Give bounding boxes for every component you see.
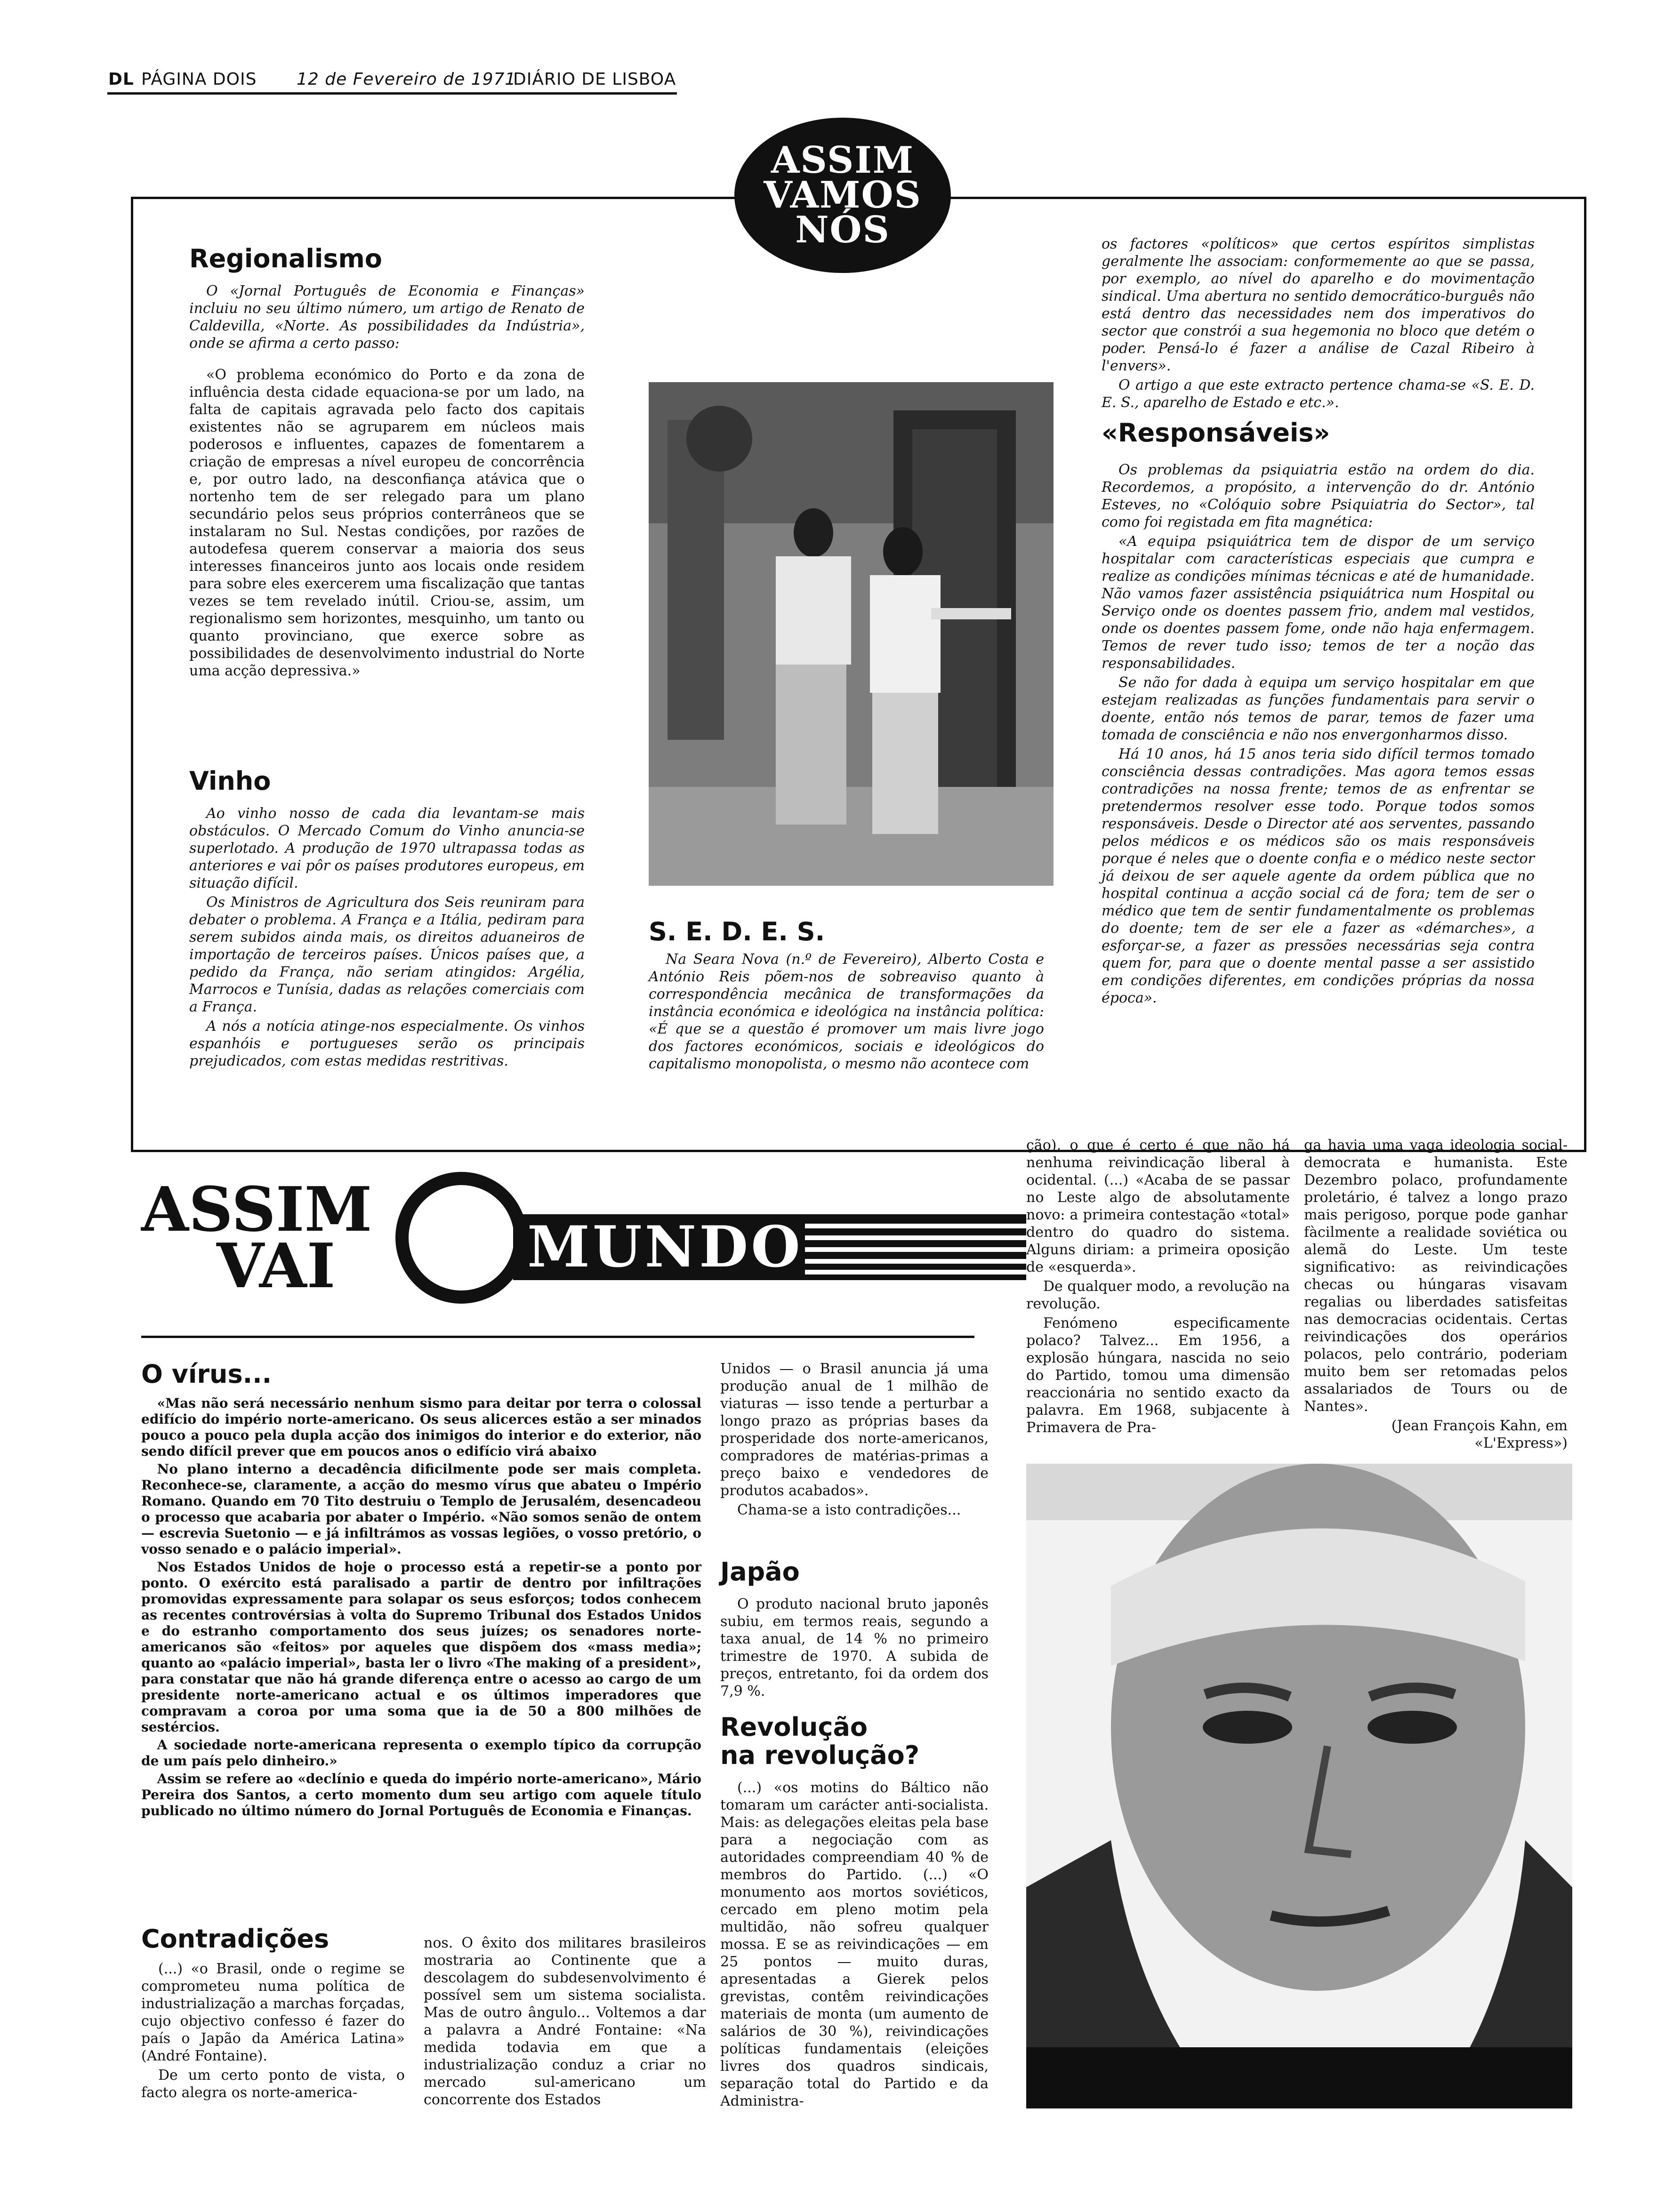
sedes-continuation: os factores «políticos» que certos espíritos simplistas geralmente lhe associam: conformemente ao que se passa, por exemplo, ao nível do aparelho e do movimentação sindical. Uma abertura no sentido democrático-burguês não está dentro das necessidades nem dos imperativos do sector que constrói a sua hegemonia no bloco que detém o poder. Pensá-lo é fazer a análise de Cazal Ribeiro à l'envers». O artigo a que este extracto pertence chama-se «S. E. D. E. S., aparelho de Estado e etc.».	[1102, 236, 1535, 411]
responsaveis-heading: «Responsáveis»	[1102, 418, 1330, 448]
banner-assim: ASSIM	[141, 1173, 372, 1245]
masthead-logo: DL	[108, 70, 134, 89]
man-portrait-image	[1026, 1464, 1572, 2108]
contradicoes-col1: (...) «o Brasil, onde o regime se comprometeu numa política de industrialização a marchas forçadas, cujo objectivo confesso é fazer do país o Japão da América Latina» (André Fontaine). De um certo ponto de vista, o facto alegra os norte-america-	[141, 1961, 405, 2101]
revolucao-col3: ga havia uma vaga ideologia social-democrata e humanista. Este Dezembro polaco, profundamente proletário, é talvez a longo prazo mais perigoso, porque pode ganhar fàcilmente a realidade soviética ou alemã do Leste. Um teste significativo: as reivindicações checas ou húngaras visavam regalias ou liberdades satisfeitas nas democracias ocidentais. Certas reivindicações dos operários polacos, pelo contrário, poderiam muito bem ser retomadas pelos assalariados de Tours ou de Nantes». (Jean François Kahn, em «L'Express»)	[1304, 1137, 1568, 1451]
factory-workers-photo	[649, 382, 1054, 886]
masthead-paper: DIÁRIO DE LISBOA	[513, 70, 676, 89]
contradicoes-col3: Unidos — o Brasil anuncia já uma produção anual de 1 milhão de viaturas — isso tende a perturbar a longo prazo as próprias bases da prosperidade dos norte-americanos, compradores de matérias-primas a preço baixo e vendedores de produtos acabados». Chama-se a isto contradições...	[720, 1361, 989, 1518]
banner-vai: VAI	[217, 1230, 336, 1302]
badge-line-3: NÓS	[795, 208, 890, 251]
revolucao-body: (...) «os motins do Báltico não tomaram um carácter anti-socialista. Mais: as delegações eleitas pela base para a negociação com as autoridades compreendiam 40 % de membros do Partido. (...) «O monumento aos mortos soviéticos, cercado em pleno motim pela multidão, não sofreu qualquer mossa. E se as reivindicações — em 25 pontos — muito duras, apresentadas a Gierek pelos grevistas, contêm reivindicações materiais de monta (um aumento de salários de 30 %), reivindicações políticas fundamentais (eleições livres dos quadros sindicais, separação total do Partido e da Administra-	[720, 1779, 989, 2109]
revolucao-heading-line1: Revolução	[720, 1712, 868, 1742]
assim-vamos-nos-badge	[734, 118, 951, 273]
badge-line-1: ASSIM	[771, 139, 915, 182]
top-box-rule-left	[131, 197, 729, 199]
sedes-body: Na Seara Nova (n.º de Fevereiro), Alberto Costa e António Reis põem-nos de sobreaviso quanto à correspondência mecânica de transformações da instância económica e ideológica na instância política: «É que se a questão é promover um mais livre jogo dos factores económicos, sociais e ideológicos do capitalismo monopolista, o mesmo não acontece com	[649, 951, 1044, 1072]
regionalismo-intro: O «Jornal Português de Economia e Finanças» incluiu no seu último número, um artigo de Renato de Caldevilla, «Norte. As possibilidades da Indústria», onde se afirma a certo passo:	[189, 283, 585, 352]
banner-mundo: MUNDO	[527, 1214, 803, 1280]
portrait-photo	[1026, 1464, 1572, 2108]
vinho-body: Ao vinho nosso de cada dia levantam-se mais obstáculos. O Mercado Comum do Vinho anuncia-se superlotado. A produção de 1970 ultrapassa todas as anteriores e vai pôr os países produtores europeus, em situação difícil. Os Ministros de Agricultura dos Seis reuniram para debater o problema. A França e a Itália, pediram para serem subidos ainda mais, os direitos aduaneiros de importação de terceiros países. Únicos países que, a pedido da França, não seriam atingidos: Argélia, Marrocos e Tunísia, dadas as relações comerciais com a França. A nós a notícia atinge-nos especialmente. Os vinhos espanhóis e portugueses serão os principais prejudicados, com estas medidas restritivas.	[189, 805, 585, 1069]
revolucao-heading-line2: na revolução?	[720, 1740, 920, 1770]
virus-heading: O vírus...	[141, 1359, 272, 1389]
revolucao-credit: (Jean François Kahn, em «L'Express»)	[1391, 1418, 1568, 1451]
banner-underline	[141, 1336, 974, 1338]
regionalismo-heading: Regionalismo	[189, 244, 382, 273]
responsaveis-body: Os problemas da psiquiatria estão na ordem do dia. Recordemos, a propósito, a intervenção do dr. António Esteves, no «Colóquio sobre Psiquiatria do Sector», tal como foi registada em fita magnética: «A equipa psiquiátrica tem de dispor de um serviço hospitalar com características especiais que cumpra e realize as condições mínimas técnicas e até de humanidade. Não vamos fazer assistência psiquiátrica num Hospital ou Serviço onde os doentes passem frio, andem mal vestidos, onde os doentes passem fome, onde não haja enfermagem. Temos de rever tudo isso; temos de ter a noção das responsabilidades. Se não for dada à equipa um serviço hospitalar em que estejam realizadas as funções fundamentais para servir o doente, então nós temos de parar, temos de fazer uma tomada de consciência e não nos envergonharmos disso. Há 10 anos, há 15 anos teria sido difícil termos tomado consciência dessas contradições. Mas agora temos essas contradições na nossa frente; temos de as enfrentar se pretendermos resolver esse todo. Porque todos somos responsáveis. Desde o Director até aos serventes, passando pelos médicos e os médicos são os mais responsáveis porque é neles que o doente confia e o médico neste sector já deixou de ser aquele agente da ordem pública que no hospital continua a acção social cá de fora; tem de ser o médico que tem de sentir fundamentalmente os problemas do doente; tem de ser ele a fazer as «démarches», a esforçar-se, a fazer as pressões necessárias seja contra quem for, para que o doente mental passe a ser assistido em condições diferentes, em condições próprias da nossa época».	[1102, 462, 1535, 1006]
sedes-heading: S. E. D. E. S.	[649, 917, 825, 946]
regionalismo-quote: «O problema económico do Porto e da zona de influência desta cidade equaciona-se por um lado, na falta de capitais agravada pelo facto dos capitais existentes não se agruparem em núcleos mais poderosos e influentes, capazes de fomentarem a criação de empresas a nível europeu de concorrência e, por outro lado, na desconfiança atávica que o nortenho tem de ser relegado para um plano secundário pelos seus próprios conterrâneos que se instalaram no Sul. Nestas condições, por razões de autodefesa querem conservar a maioria dos seus interesses financeiros junto aos locais onde residem para sobre eles exercerem uma fiscalização que tantas vezes se tem revelado inútil. Criou-se, assim, um regionalismo sem horizontes, mesquinho, um tanto ou quanto provinciano, que exerce sobre as possibilidades de desenvolvimento industrial do Norte uma acção depressiva.»	[189, 367, 585, 679]
factory-workers-image	[649, 382, 1054, 886]
contradicoes-heading: Contradições	[141, 1924, 330, 1954]
japao-body: O produto nacional bruto japonês subiu, em termos reais, segundo a taxa anual, de 14 % no primeiro trimestre de 1970. A subida de preços, entretanto, foi da ordem dos 7,9 %.	[720, 1596, 989, 1699]
contradicoes-col2: nos. O êxito dos militares brasileiros mostraria ao Continente que a descolagem do subdesenvolvimento é possível sem um sistema socialista. Mas de outro ângulo... Voltemos a dar a palavra a André Fontaine: «Na medida todavia em que a industrialização conduz a criar no mercado sul-americano um concorrente dos Estados	[424, 1935, 706, 2108]
banner-globe-icon	[395, 1172, 527, 1304]
banner-mundo-band	[513, 1214, 1026, 1280]
vinho-heading: Vinho	[189, 766, 271, 796]
masthead-rule	[107, 92, 677, 95]
japao-heading: Japão	[720, 1557, 800, 1587]
masthead-date: 12 de Fevereiro de 1971	[297, 70, 516, 89]
masthead-page: PÁGINA DOIS	[141, 70, 257, 89]
badge-line-2: VAMOS	[764, 174, 922, 216]
virus-body: «Mas não será necessário nenhum sismo para deitar por terra o colossal edifício do império norte-americano. Os seus alicerces estão a ser minados pouco a pouco pela dupla acção dos inimigos do interior e do exterior, não sendo difícil prever que em poucos anos o edifício virá abaixo No plano interno a decadência dificilmente pode ser mais completa. Reconhece-se, claramente, a acção do mesmo vírus que abateu o Império Romano. Quando em 70 Tito destruiu o Templo de Jerusalém, desencadeou o processo que acabaria por abater o Império. «Não somos senão de ontem — escrevia Suetonio — e já infiltrámos as vossas legiões, o vosso pretório, o vosso senado e o palácio imperial». Nos Estados Unidos de hoje o processo está a repetir-se a ponto por ponto. O exército está paralisado a partir de dentro por infiltrações promovidas expressamente para solapar os seus esforços; todos conhecem as recentes controvérsias à volta do Supremo Tribunal dos Estados Unidos e do estranho comportamento dos seus juízes; os senadores norte-americanos são «feitos» por aqueles que dispõem dos «mass media»; quanto ao «palácio imperial», basta ler o livro «The making of a president», para constatar que não há grande diferença entre o acesso ao cargo de um presidente norte-americano actual e os últimos imperadores que compravam a coroa por uma soma que ia de 50 a 800 milhões de sestércios. A sociedade norte-americana representa o exemplo típico da corrupção de um país pelo dinheiro.» Assim se refere ao «declínio e queda do império norte-americano», Mário Pereira dos Santos, a certo momento dum seu artigo com aquele título publicado no último número do Jornal Português de Economia e Finanças.	[141, 1395, 701, 1819]
revolucao-col2: ção), o que é certo é que não há nenhuma reivindicação liberal à ocidental. (...) «Acaba de se passar no Leste algo de absolutamente novo: a primeira contestação «total» dentro do quadro do sistema. Alguns diriam: a primeira oposição de «esquerda». De qualquer modo, a revolução na revolução. Fenómeno especificamente polaco? Talvez... Em 1956, a explosão húngara, nascida no seio do Partido, tomou uma dimensão reaccionária no sentido exacto da palavra. Em 1968, subjacente à Primavera de Pra-	[1026, 1137, 1290, 1436]
